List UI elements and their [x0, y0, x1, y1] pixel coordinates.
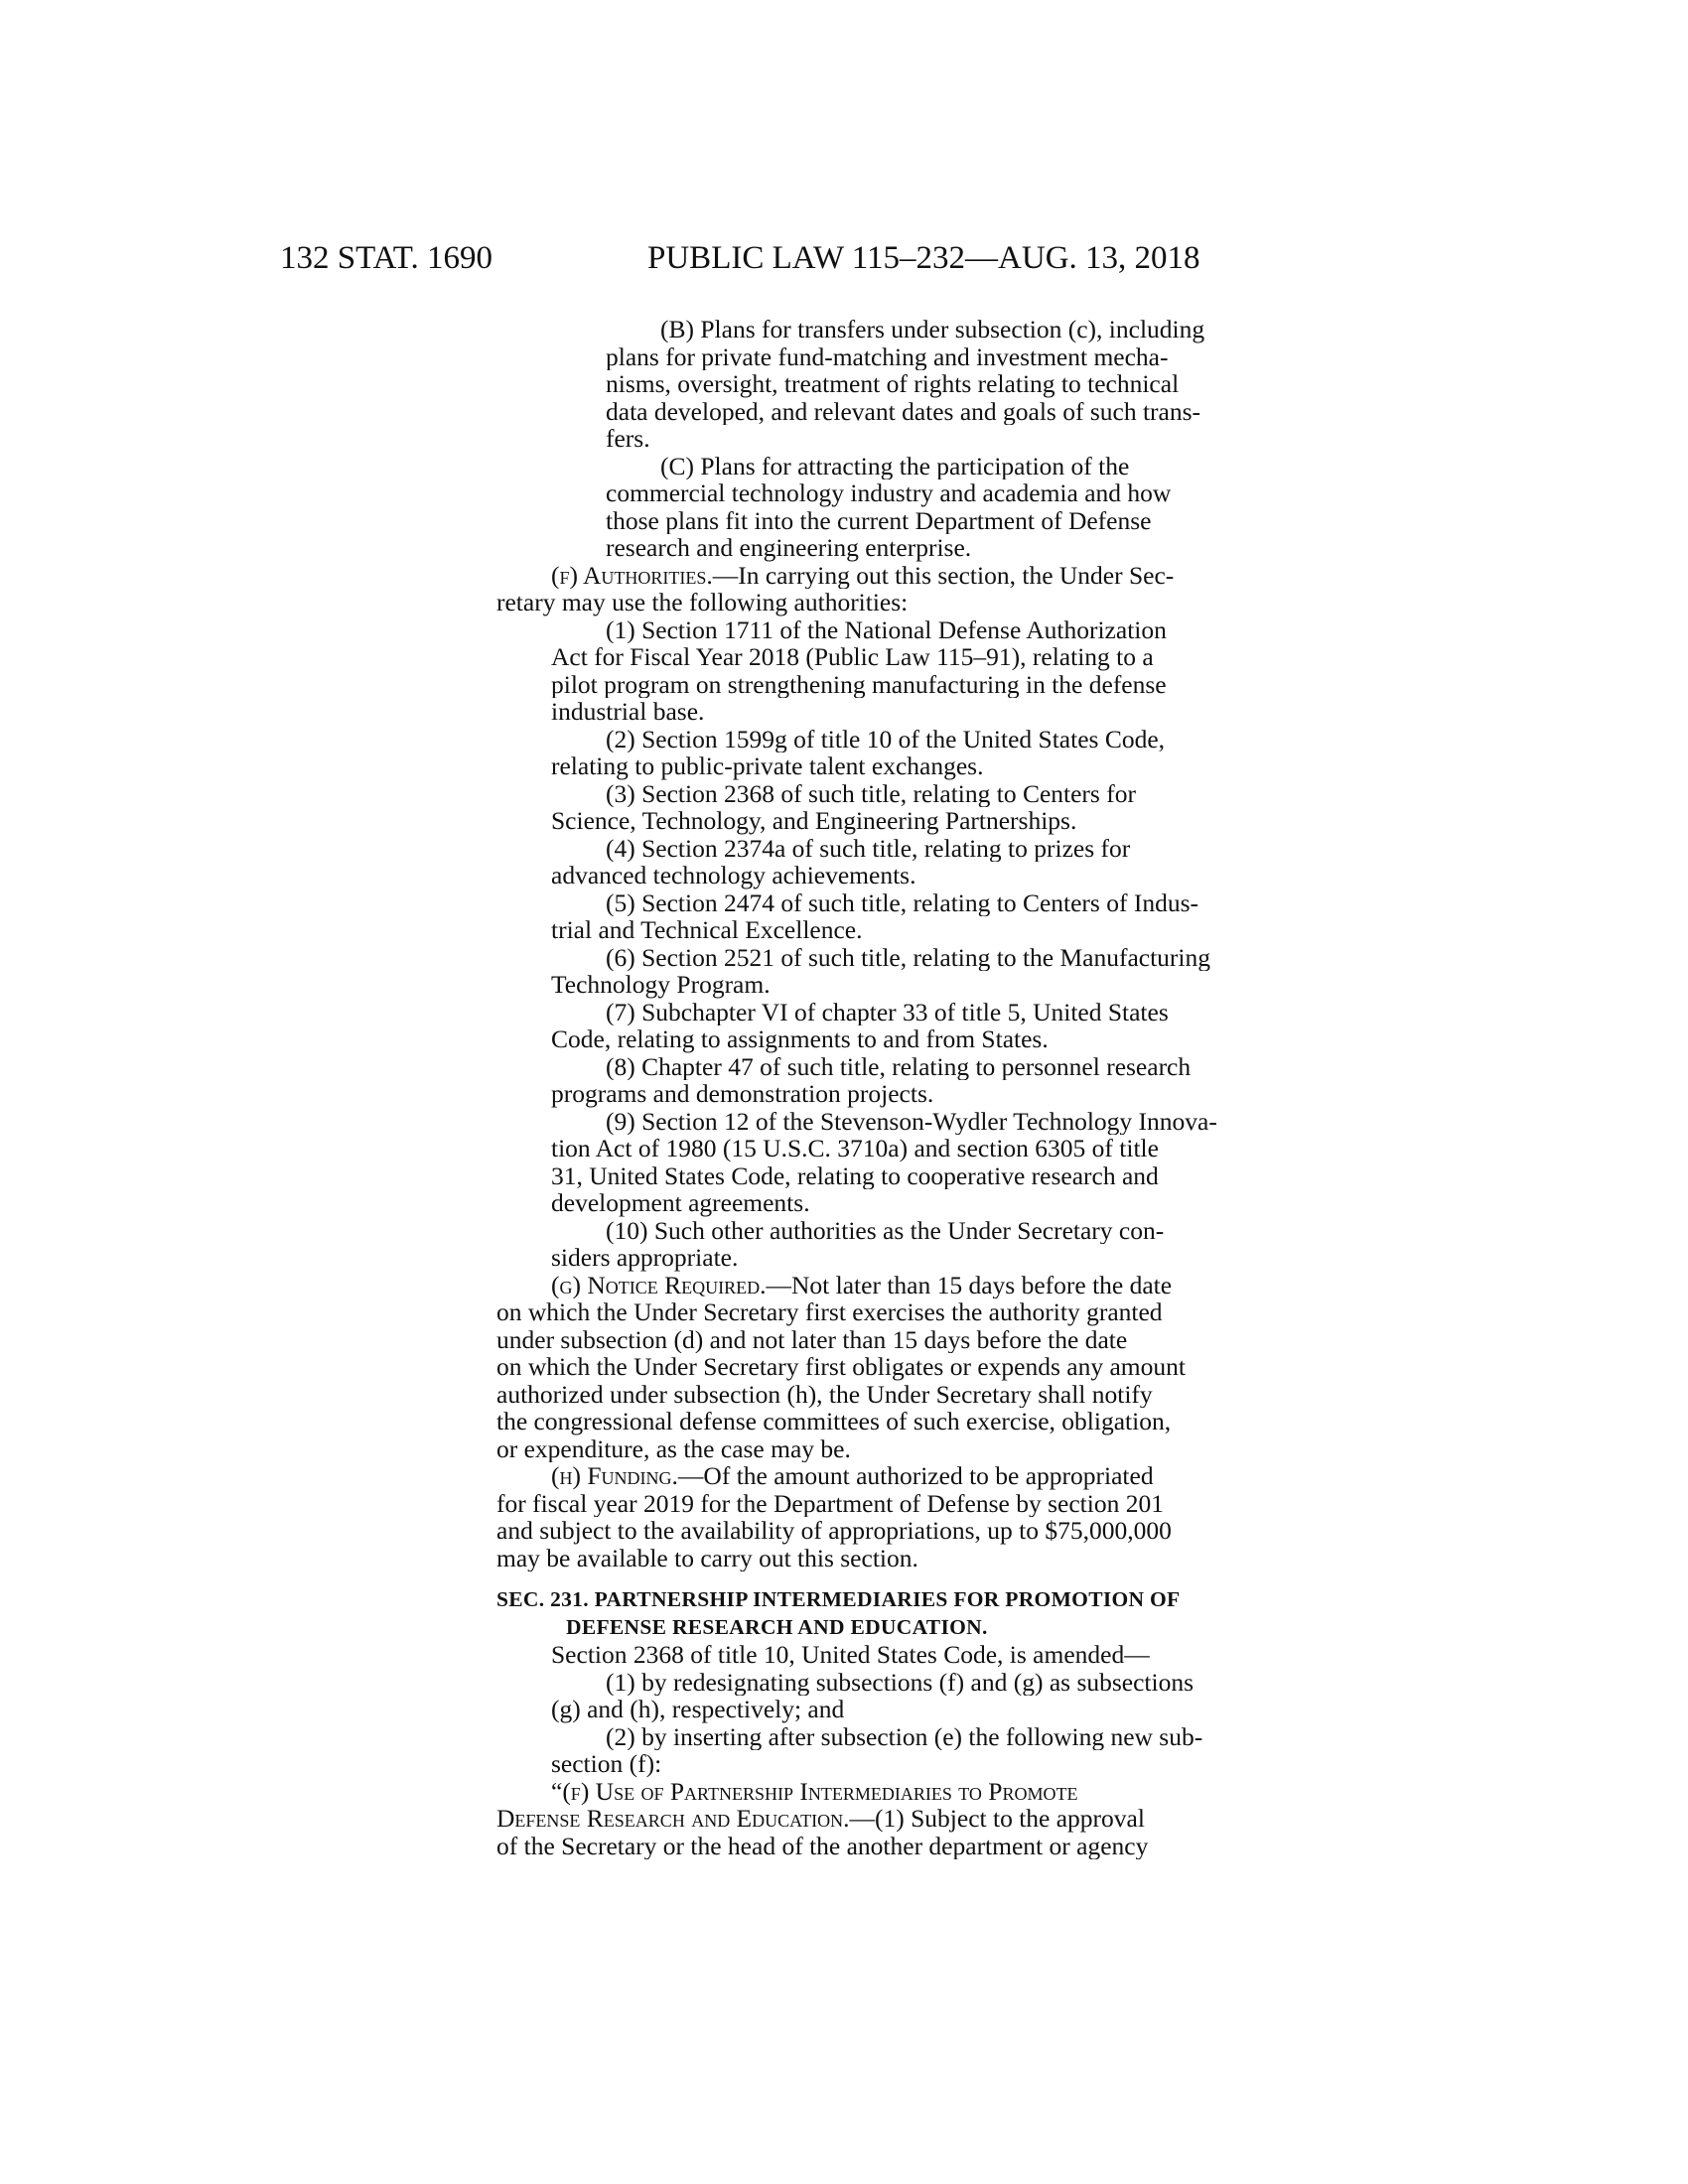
- subsection-heading: (g) Notice Required.—: [551, 1271, 792, 1298]
- text-line: (3) Section 2368 of such title, relating to Centers for: [606, 779, 1136, 807]
- text-line: (2) by inserting after subsection (e) the following new sub-: [606, 1722, 1203, 1750]
- subsection-heading: (h) Funding.—: [551, 1462, 704, 1490]
- text-line: (6) Section 2521 of such title, relating to the Manufacturing: [606, 943, 1211, 971]
- text-line: or expenditure, as the case may be.: [496, 1434, 851, 1462]
- section-heading-continued: DEFENSE RESEARCH AND EDUCATION.: [566, 1614, 988, 1639]
- text-line: (2) Section 1599g of title 10 of the United States Code,: [606, 725, 1166, 752]
- text-line: siders appropriate.: [551, 1244, 739, 1272]
- text-line: Act for Fiscal Year 2018 (Public Law 115–91), relating to a: [551, 643, 1154, 671]
- text-line: research and engineering enterprise.: [606, 534, 972, 562]
- text-line: (1) Section 1711 of the National Defense Authorization: [606, 615, 1167, 643]
- text-line: pilot program on strengthening manufacturing in the defense: [551, 670, 1167, 698]
- running-head: PUBLIC LAW 115–232—AUG. 13, 2018: [647, 240, 1200, 276]
- text-line: “(f) Use of Partnership Intermediaries to Promote: [551, 1777, 1078, 1805]
- text-line: on which the Under Secretary first exercises the authority granted: [496, 1298, 1163, 1326]
- text-line: (5) Section 2474 of such title, relating to Centers of Indus-: [606, 888, 1198, 916]
- text-line: (C) Plans for attracting the participation of the: [660, 452, 1130, 479]
- text-line: section (f):: [551, 1750, 662, 1778]
- text-line: commercial technology industry and academia and how: [606, 479, 1172, 507]
- text-line: Section 2368 of title 10, United States Code, is amended—: [551, 1641, 1150, 1669]
- text-line: development agreements.: [551, 1189, 810, 1217]
- text-line: (1) by redesignating subsections (f) and (g) as subsections: [606, 1668, 1195, 1696]
- text-line: (7) Subchapter VI of chapter 33 of title 5, United States: [606, 998, 1169, 1025]
- subsection-heading: (f) Authorities.—: [551, 561, 739, 589]
- text-line: (4) Section 2374a of such title, relating to prizes for: [606, 834, 1131, 862]
- text-line: Science, Technology, and Engineering Partnerships.: [551, 807, 1077, 835]
- text-line: (9) Section 12 of the Stevenson-Wydler Technology Innova-: [606, 1107, 1217, 1135]
- text-line: (B) Plans for transfers under subsection (c), including: [660, 316, 1205, 343]
- text-line: and subject to the availability of appropriations, up to $75,000,000: [496, 1517, 1172, 1545]
- text-line: of the Secretary or the head of the another department or agency: [496, 1832, 1149, 1859]
- subsection-f-line: (f) Authorities.—In carrying out this section, the Under Sec-: [551, 561, 1175, 589]
- text-line: tion Act of 1980 (15 U.S.C. 3710a) and section 6305 of title: [551, 1135, 1159, 1162]
- text-line: authorized under subsection (h), the Under Secretary shall notify: [496, 1380, 1153, 1408]
- text-line: the congressional defense committees of such exercise, obligation,: [496, 1408, 1172, 1435]
- text-line: Code, relating to assignments to and from States.: [551, 1025, 1049, 1053]
- page-header: [0, 240, 1688, 290]
- page-body: [496, 316, 1364, 1859]
- text-line: retary may use the following authorities:: [496, 589, 909, 616]
- text-line: advanced technology achievements.: [551, 862, 916, 889]
- text-line: programs and demonstration projects.: [551, 1080, 934, 1108]
- text-line: nisms, oversight, treatment of rights relating to technical: [606, 370, 1180, 398]
- text-line: (g) and (h), respectively; and: [551, 1696, 845, 1723]
- subsection-g-line: (g) Notice Required.—Not later than 15 days before the date: [551, 1271, 1173, 1298]
- text-line: fers.: [606, 425, 650, 453]
- section-heading: SEC. 231. PARTNERSHIP INTERMEDIARIES FOR PROMOTION OF: [496, 1587, 1181, 1611]
- text-line: on which the Under Secretary first obligates or expends any amount: [496, 1353, 1186, 1381]
- text-line: (8) Chapter 47 of such title, relating to personnel research: [606, 1052, 1192, 1080]
- text-line: 31, United States Code, relating to cooperative research and: [551, 1161, 1159, 1189]
- text-line: may be available to carry out this section.: [496, 1544, 918, 1571]
- subsection-h-line: (h) Funding.—Of the amount authorized to be appropriated: [551, 1462, 1154, 1490]
- text-line: those plans fit into the current Department of Defense: [606, 506, 1152, 534]
- section-gap: [496, 1571, 1364, 1586]
- text-line: (10) Such other authorities as the Under Secretary con-: [606, 1216, 1165, 1244]
- text-line: data developed, and relevant dates and goals of such trans-: [606, 397, 1201, 425]
- text-line: Technology Program.: [551, 971, 771, 999]
- text-line: trial and Technical Excellence.: [551, 916, 863, 944]
- text-line: Defense Research and Education.—(1) Subject to the approval: [496, 1805, 1145, 1833]
- statute-page-number: 132 STAT. 1690: [280, 240, 493, 276]
- text-line: under subsection (d) and not later than 15 days before the date: [496, 1325, 1128, 1353]
- text-line: for fiscal year 2019 for the Department of Defense by section 201: [496, 1489, 1164, 1517]
- text-line: plans for private fund-matching and investment mecha-: [606, 342, 1169, 370]
- text-line: relating to public-private talent exchanges.: [551, 752, 984, 780]
- text-line: industrial base.: [551, 698, 705, 726]
